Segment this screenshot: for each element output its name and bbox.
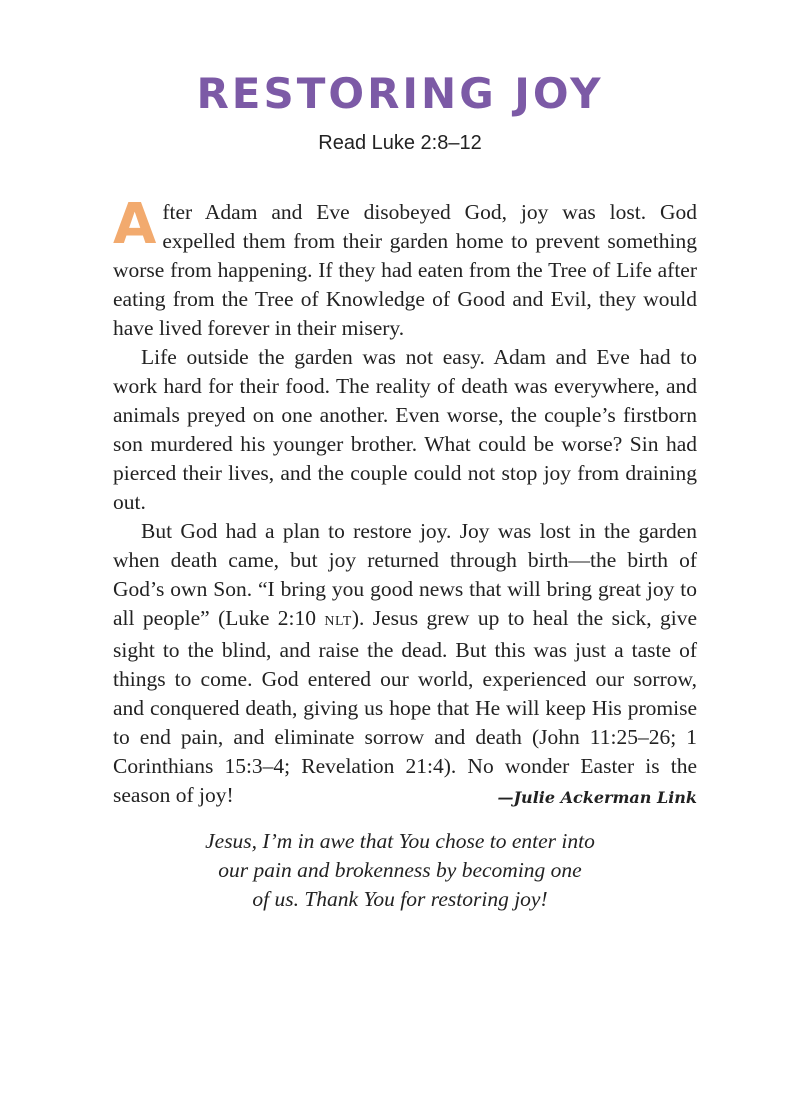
paragraph-3 — [113, 517, 697, 810]
scripture-reading-reference: Read Luke 2:8–12 — [318, 132, 482, 154]
prayer — [150, 827, 650, 914]
paragraph-3-text-b: ). Jesus grew up to heal the sick, give sight to the blind, and raise the dead. But this was just a taste of things to come. God entered our world, experienced our sorrow, and conquered death, giving us hope that He will keep His promise to end pain, and eliminate sorrow and death (John 11:25–26; 1 Corinthians 15:3–4; Revelation 21:4). No wonder Easter is the season of joy! — [113, 606, 697, 807]
paragraph-1 — [113, 192, 697, 343]
drop-cap: A — [113, 192, 157, 257]
prayer-line-1: Jesus, I’m in awe that You chose to enter into — [205, 829, 595, 853]
page-title: RESTORING JOY — [196, 69, 604, 118]
prayer-line-3: of us. Thank You for restoring joy! — [252, 887, 548, 911]
author-signature: —Julie Ackerman Link — [497, 788, 697, 807]
paragraph-2: Life outside the garden was not easy. Adam and Eve had to work hard for their food. The reality of death was everywhere, and animals preyed on one another. Even worse, the couple’s firstborn son murdered his younger brother. What could be worse? Sin had pierced their lives, and the couple could not stop joy from draining out. — [113, 345, 697, 514]
prayer-line-2: our pain and brokenness by becoming one — [218, 858, 582, 882]
bible-version: NLT — [324, 614, 352, 629]
paragraph-1-text: fter Adam and Eve disobeyed God, joy was lost. God expelled them from their garden home to prevent something worse from happening. If they had eaten from the Tree of Life after eating from the Tree of Knowledge of Good and Evil, they would have lived forever in their misery. — [113, 200, 697, 340]
paragraph-3-text-a: But God had a plan to restore joy. Joy was lost in the garden when death came, but joy returned through birth—the birth of God’s own Son. “I bring you good news that will bring great joy to all people” (Luke 2:10 — [113, 519, 697, 630]
devotional-body — [113, 192, 697, 812]
